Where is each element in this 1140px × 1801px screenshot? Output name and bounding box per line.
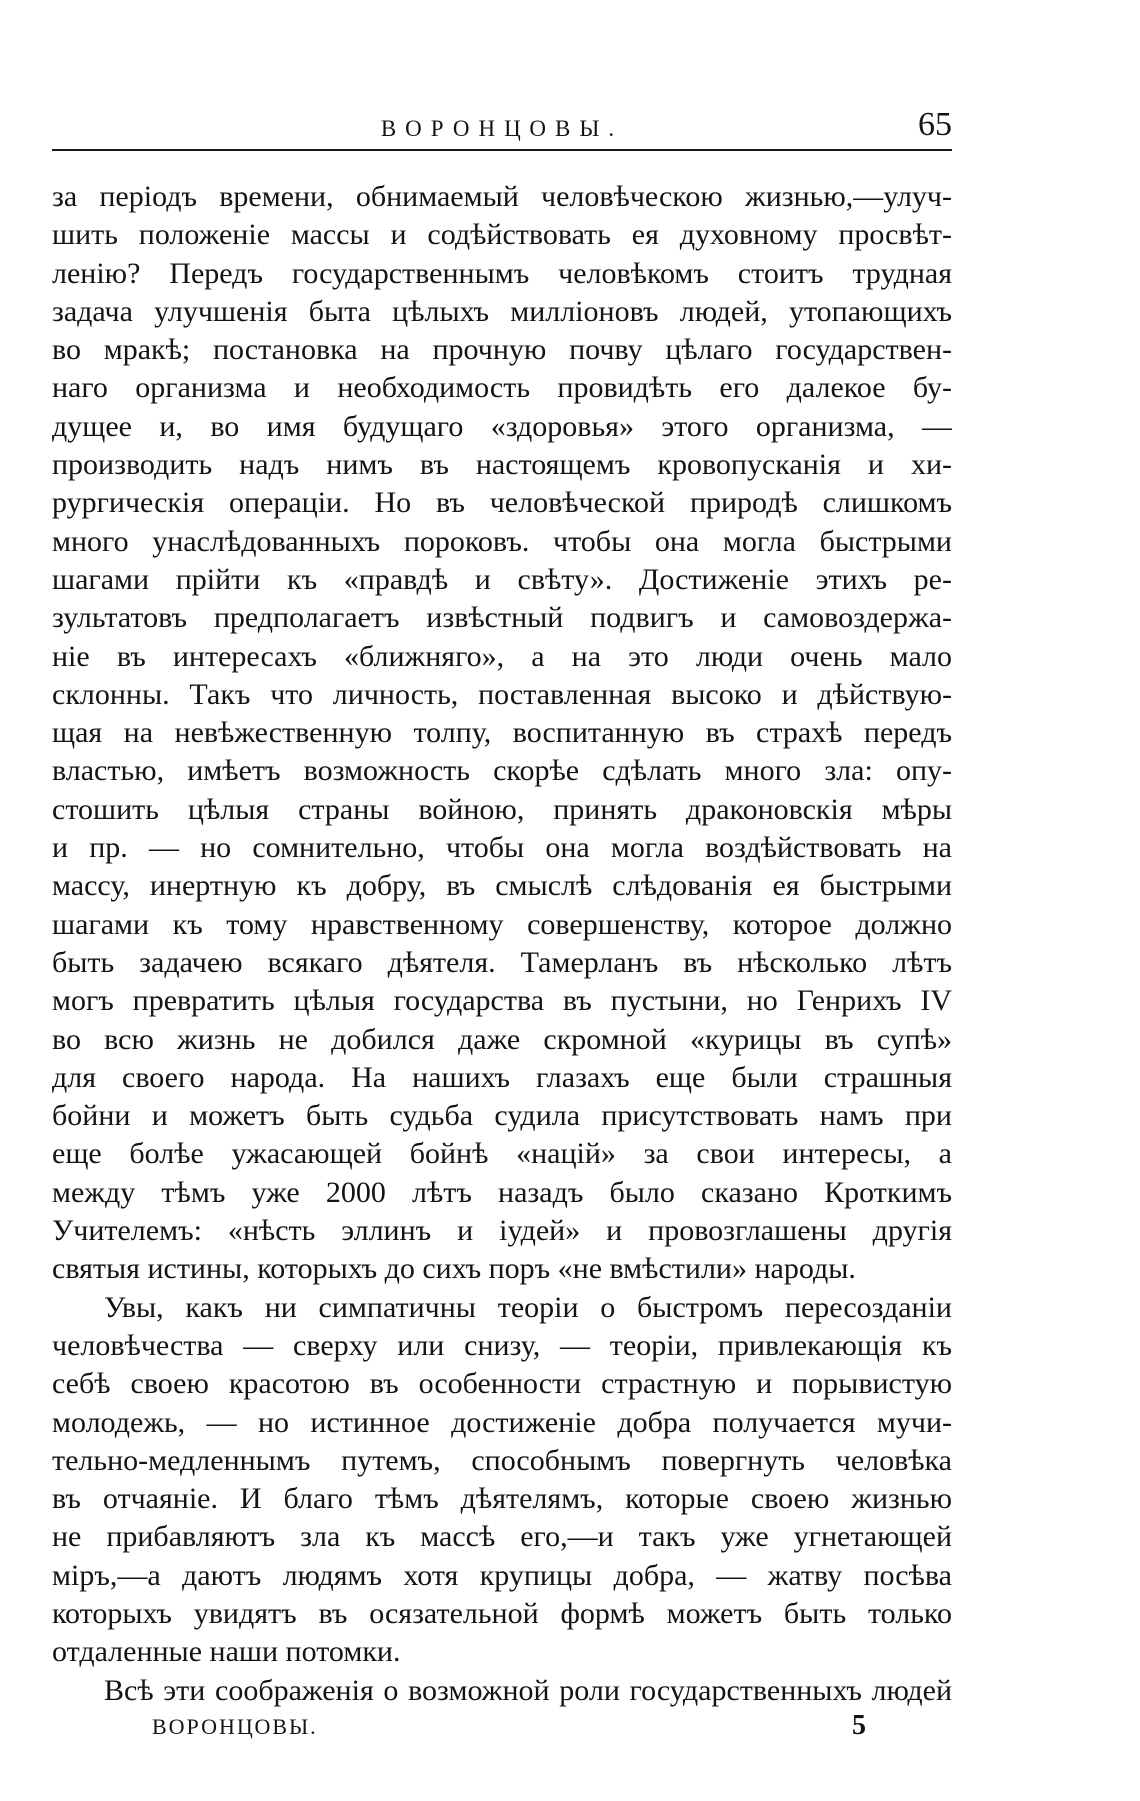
text-line: властью, имѣетъ возможность скорѣе сдѣлать много зла: опу-	[52, 754, 952, 788]
text-line: рургическія операціи. Но въ человѣческой природѣ слишкомъ	[52, 486, 952, 520]
text-line: дущее и, во имя будущаго «здоровья» этого организма, —	[52, 409, 952, 443]
text-line: массу, инертную къ добру, въ смыслѣ слѣдованія ея быстрыми	[52, 869, 952, 903]
text-line: человѣчества — сверху или снизу, — теоріи, привлекающія къ	[52, 1328, 952, 1362]
page-header	[52, 100, 952, 150]
footer-signature: ВОРОНЦОВЫ.	[152, 1714, 318, 1739]
text-line: стошить цѣлыя страны войною, принять драконовскія мѣры	[52, 792, 952, 826]
text-line: во мракѣ; постановка на прочную почву цѣлаго государствен-	[52, 333, 952, 367]
text-line: молодежь, — но истинное достиженіе добра получается мучи-	[52, 1405, 952, 1439]
text-line: наго организма и необходимость провидѣть его далекое бу-	[52, 371, 952, 405]
text-line: еще болѣе ужасающей бойнѣ «націй» за свои интересы, а	[52, 1137, 952, 1171]
text-line: отдаленные наши потомки.	[52, 1635, 401, 1669]
text-line: во всю жизнь не добился даже скромной «курицы въ супѣ»	[52, 1022, 952, 1056]
text-line: Увы, какъ ни симпатичны теоріи о быстромъ пересозданіи	[104, 1290, 952, 1324]
text-line: щая на невѣжественную толпу, воспитанную въ страхѣ передъ	[52, 716, 952, 750]
text-line: не прибавляютъ зла къ массѣ его,—и такъ уже угнетающей	[52, 1520, 952, 1554]
text-line: быть задачею всякаго дѣятеля. Тамерланъ въ нѣсколько лѣтъ	[52, 945, 952, 979]
sheet-number: 5	[852, 1710, 866, 1741]
text-line: въ отчаяніе. И благо тѣмъ дѣятелямъ, которые своею жизнью	[52, 1482, 952, 1516]
page-number: 65	[918, 106, 952, 143]
text-line: зультатовъ предполагаетъ извѣстный подвигъ и самовоздержа-	[52, 601, 952, 635]
text-line: шагами къ тому нравственному совершенству, которое должно	[52, 907, 952, 941]
text-line: и пр. — но сомнительно, чтобы она могла воздѣйствовать на	[52, 831, 952, 865]
text-line: шагами прійти къ «правдѣ и свѣту». Достиженіе этихъ ре-	[52, 562, 952, 596]
text-line: между тѣмъ уже 2000 лѣтъ назадъ было сказано Кроткимъ	[52, 1175, 952, 1209]
text-line: задача улучшенія быта цѣлыхъ милліоновъ людей, утопающихъ	[52, 294, 952, 328]
text-line: тельно-медленнымъ путемъ, способнымъ повергнуть человѣка	[52, 1443, 952, 1477]
text-line: Всѣ эти соображенія о возможной роли государственныхъ людей	[104, 1673, 952, 1707]
text-line: ленію? Передъ государственнымъ человѣкомъ стоитъ трудная	[52, 256, 952, 290]
text-line: производить надъ нимъ въ настоящемъ кровопусканія и хи-	[52, 448, 952, 482]
text-line: шить положеніе массы и содѣйствовать ея духовному просвѣт-	[52, 218, 952, 252]
text-line: которыхъ увидятъ въ осязательной формѣ можетъ быть только	[52, 1596, 952, 1630]
header-rule	[52, 149, 952, 151]
body-text	[52, 178, 952, 1710]
text-line: себѣ своею красотою въ особенности страстную и порывистую	[52, 1367, 952, 1401]
text-line: могъ превратить цѣлыя государства въ пустыни, но Генрихъ IV	[52, 984, 952, 1018]
text-line: склонны. Такъ что личность, поставленная высоко и дѣйствую-	[52, 677, 952, 711]
text-line: ніе въ интересахъ «ближняго», а на это люди очень мало	[52, 639, 952, 673]
text-line: міръ,—а даютъ людямъ хотя крупицы добра, — жатву посѣва	[52, 1558, 952, 1592]
text-line: много унаслѣдованныхъ пороковъ. чтобы она могла быстрыми	[52, 524, 952, 558]
page-footer	[52, 1710, 952, 1750]
text-line: Учителемъ: «нѣсть эллинъ и іудей» и провозглашены другія	[52, 1214, 952, 1248]
text-line: за періодъ времени, обнимаемый человѣческою жизнью,—улуч-	[52, 180, 952, 213]
running-title: ВОРОНЦОВЫ.	[380, 116, 624, 141]
text-line: для своего народа. На нашихъ глазахъ еще были страшныя	[52, 1060, 952, 1094]
text-line: бойни и можетъ быть судьба судила присутствовать намъ при	[52, 1099, 952, 1133]
text-line: святыя истины, которыхъ до сихъ поръ «не вмѣстили» народы.	[52, 1252, 856, 1286]
